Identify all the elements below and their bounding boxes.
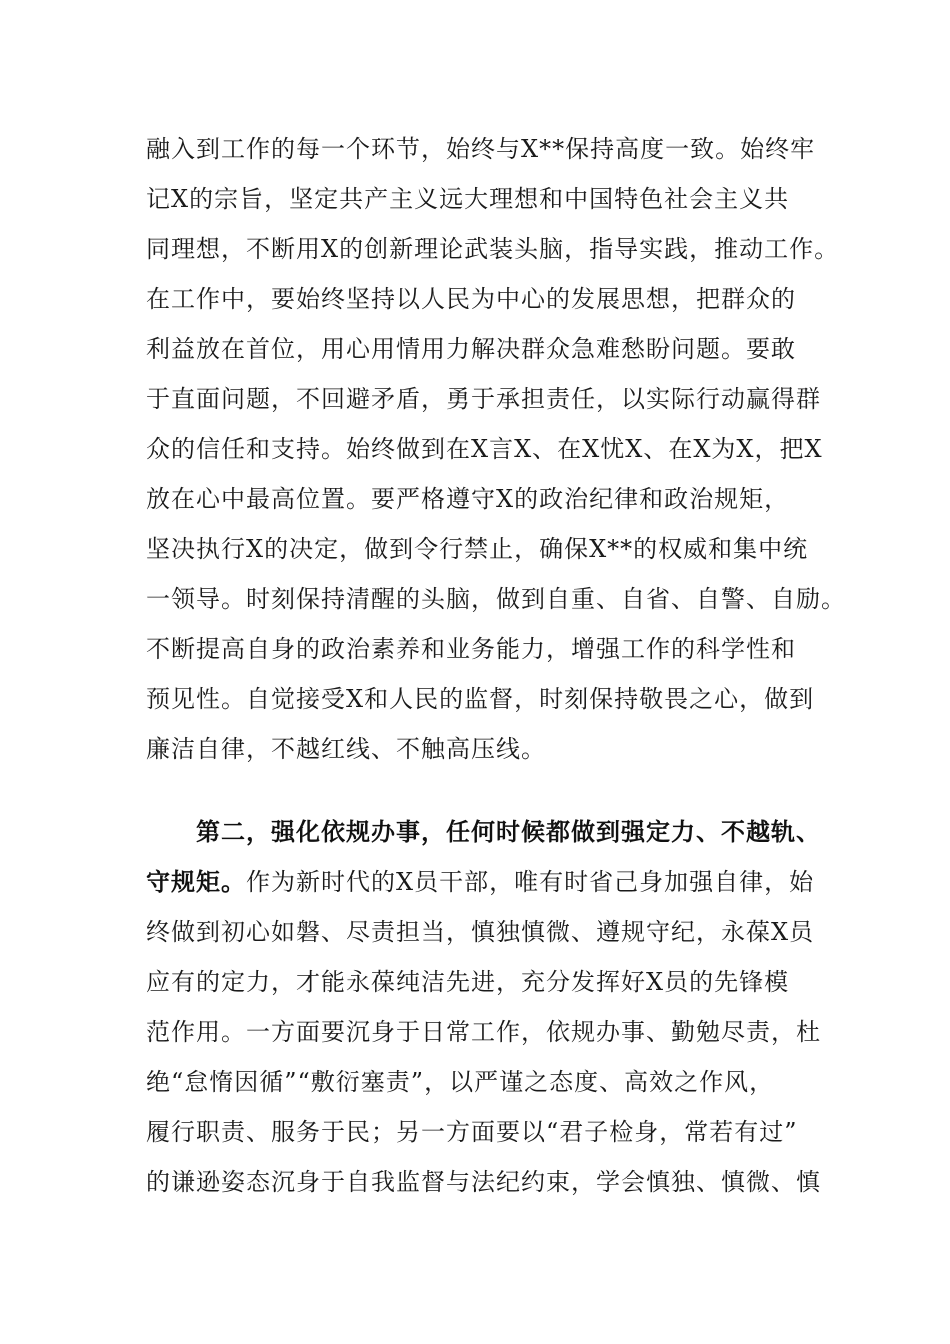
paragraph2-line-1: [146, 867, 814, 897]
paragraph2-heading-end: 守规矩。: [146, 867, 246, 896]
paragraph1-line-3: 同理想，不断用X的创新理论武装头脑，指导实践，推动工作。: [146, 235, 840, 263]
paragraph2-line-1-rest: 作为新时代的X员干部，唯有时省己身加强自律，始: [246, 868, 815, 896]
paragraph1-line-4: 在工作中，要始终坚持以人民为中心的发展思想，把群众的: [146, 285, 796, 313]
paragraph1-line-1: 融入到工作的每一个环节，始终与X**保持高度一致。始终牢: [146, 135, 816, 163]
paragraph1-line-10: 一领导。时刻保持清醒的头脑，做到自重、自省、自警、自励。: [146, 585, 846, 613]
paragraph2-line-3: 应有的定力，才能永葆纯洁先进，充分发挥好X员的先锋模: [146, 968, 790, 996]
paragraph1-line-11: 不断提高自身的政治素养和业务能力，增强工作的科学性和: [146, 635, 796, 663]
paragraph2-line-5: 绝“怠惰因循”“敷衍塞责”，以严谨之态度、高效之作风，: [146, 1068, 775, 1096]
paragraph1-line-7: 众的信任和支持。始终做到在X言X、在X忧X、在X为X，把X: [146, 435, 823, 463]
paragraph2-line-2: 终做到初心如磐、尽责担当，慎独慎微、遵规守纪，永葆X员: [146, 918, 815, 946]
paragraph1-line-9: 坚决执行X的决定，做到令行禁止，确保X**的权威和集中统: [146, 535, 809, 563]
paragraph2-heading-line-1: 第二，强化依规办事，任何时候都做到强定力、不越轨、: [196, 817, 821, 846]
paragraph1-line-8: 放在心中最高位置。要严格遵守X的政治纪律和政治规矩，: [146, 485, 790, 513]
paragraph1-line-5: 利益放在首位，用心用情用力解决群众急难愁盼问题。要敢: [146, 335, 796, 363]
paragraph1-line-2: 记X的宗旨，坚定共产主义远大理想和中国特色社会主义共: [146, 185, 790, 213]
paragraph2-line-7: 的谦逊姿态沉身于自我监督与法纪约束，学会慎独、慎微、慎: [146, 1168, 821, 1196]
paragraph2-line-6: 履行职责、服务于民；另一方面要以“君子检身，常若有过”: [146, 1118, 798, 1146]
paragraph1-line-6: 于直面问题，不回避矛盾，勇于承担责任，以实际行动赢得群: [146, 385, 821, 413]
paragraph1-line-12: 预见性。自觉接受X和人民的监督，时刻保持敬畏之心，做到: [146, 685, 815, 713]
paragraph1-line-13: 廉洁自律，不越红线、不触高压线。: [146, 735, 546, 763]
paragraph2-line-4: 范作用。一方面要沉身于日常工作，依规办事、勤勉尽责，杜: [146, 1018, 821, 1046]
